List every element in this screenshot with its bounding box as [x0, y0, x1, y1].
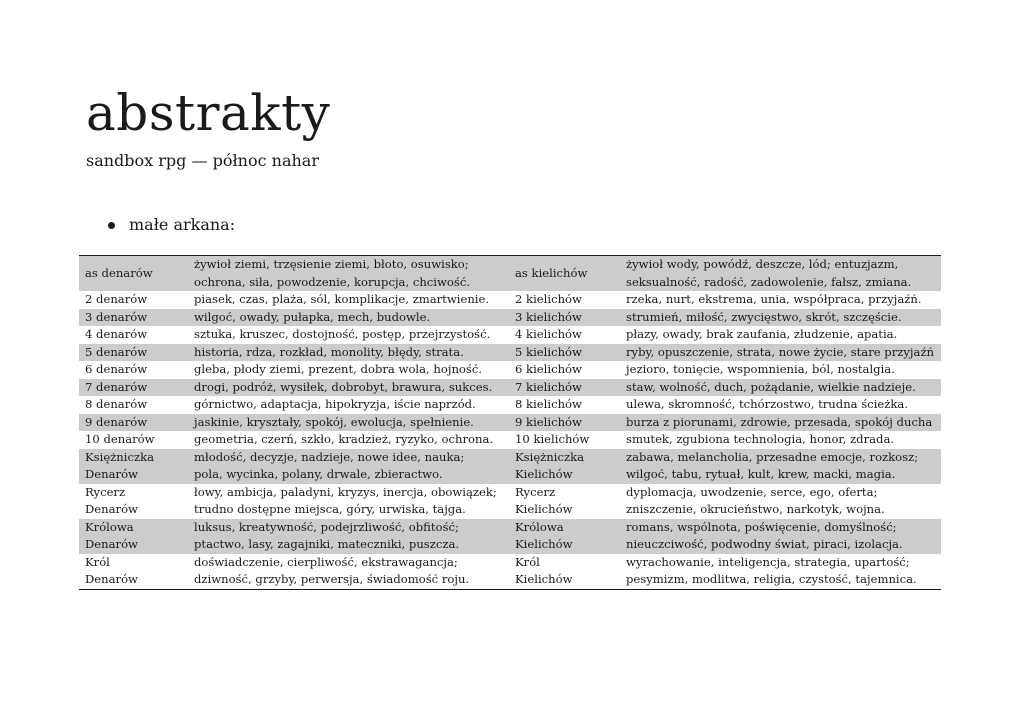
- cell-line: nieuczciwość, podwodny świat, piraci, izolacja.: [626, 537, 903, 551]
- kielich-card-name: [509, 554, 620, 590]
- denary-card-name: [79, 519, 188, 554]
- cell-line: ptactwo, lasy, zagajniki, mateczniki, puszcza.: [194, 537, 460, 551]
- cell-line: luksus, kreatywność, podejrzliwość, obfitość;: [194, 519, 459, 534]
- kielich-card-meanings: [620, 484, 941, 519]
- table-row: [79, 256, 941, 292]
- kielich-card-name: 9 kielichów: [509, 414, 620, 432]
- kielich-card-meanings: [620, 309, 941, 327]
- table-row: [79, 396, 941, 414]
- kielich-card-name: 2 kielichów: [515, 292, 582, 306]
- cell-line: Rycerz: [515, 484, 556, 499]
- kielich-card-name: 4 kielichów: [515, 327, 582, 341]
- cell-line: Kielichów: [515, 537, 573, 551]
- cell-line: wilgoć, owady, pułapka, mech, budowle.: [194, 309, 431, 324]
- cell-line: młodość, decyzje, nadzieje, nowe idee, nauka;: [194, 449, 465, 464]
- table-row: [79, 484, 941, 519]
- cell-line: Denarów: [85, 467, 138, 481]
- cell-line: strumień, miłość, zwycięstwo, skrót, szczęście.: [626, 309, 902, 324]
- table-row: [79, 431, 941, 449]
- cell-line: Księżniczka: [515, 449, 585, 464]
- cell-line: piasek, czas, plaża, sól, komplikacje, zmartwienie.: [194, 292, 490, 306]
- denary-card-meanings: [188, 484, 509, 519]
- cell-line: sztuka, kruszec, dostojność, postęp, przejrzystość.: [194, 327, 491, 341]
- table-row: [79, 309, 941, 327]
- cell-line: Kielichów: [515, 467, 573, 481]
- kielich-card-name: 10 kielichów: [515, 432, 590, 446]
- cell-line: pola, wycinka, polany, drwale, zbieractwo.: [194, 467, 443, 481]
- arcana-table-body: [79, 256, 941, 590]
- kielich-card-meanings: [620, 361, 941, 379]
- denary-card-name: 8 denarów: [85, 397, 148, 411]
- table-row: [79, 326, 941, 344]
- cell-line: gleba, płody ziemi, prezent, dobra wola, hojność.: [194, 362, 483, 376]
- page-title: abstrakty: [86, 84, 331, 142]
- table-row: [79, 344, 941, 362]
- bullet-label: małe arkana:: [129, 215, 236, 234]
- cell-line: Księżniczka: [85, 449, 155, 464]
- cell-line: seksualność, radość, zadowolenie, fałsz, zmiana.: [626, 274, 912, 289]
- kielich-card-name: 6 kielichów: [515, 362, 582, 376]
- table-row: [79, 449, 941, 484]
- denary-card-meanings: [188, 291, 509, 309]
- cell-line: Król: [515, 554, 540, 569]
- denary-card-name: 4 denarów: [85, 327, 148, 341]
- cell-line: Królowa: [85, 519, 134, 534]
- denary-card-name: 9 denarów: [79, 414, 188, 432]
- table-row: [79, 361, 941, 379]
- cell-line: Denarów: [85, 502, 138, 516]
- cell-line: dyplomacja, uwodzenie, serce, ego, oferta;: [626, 484, 878, 499]
- kielich-card-name: [509, 484, 620, 519]
- cell-line: historia, rdza, rozkład, monolity, błędy, strata.: [194, 344, 464, 359]
- denary-card-meanings: [188, 309, 509, 327]
- bullet-icon: [108, 222, 115, 229]
- kielich-card-name: 3 kielichów: [509, 309, 620, 327]
- cell-line: ochrona, siła, powodzenie, korupcja, chciwość.: [194, 274, 471, 289]
- kielich-card-meanings: [620, 396, 941, 414]
- denary-card-name: 2 denarów: [85, 292, 148, 306]
- table-row: [79, 414, 941, 432]
- kielich-card-meanings: [620, 344, 941, 362]
- kielich-card-name: as kielichów: [509, 256, 620, 292]
- cell-line: żywioł ziemi, trzęsienie ziemi, błoto, osuwisko;: [194, 257, 469, 271]
- kielich-card-name: [509, 449, 620, 484]
- table-row: [79, 291, 941, 309]
- cell-line: zabawa, melancholia, przesadne emocje, rozkosz;: [626, 449, 919, 464]
- denary-card-name: as denarów: [79, 256, 188, 292]
- cell-line: zniszczenie, okrucieństwo, narkotyk, wojna.: [626, 502, 885, 516]
- cell-line: staw, wolność, duch, pożądanie, wielkie nadzieje.: [626, 379, 916, 394]
- denary-card-meanings: [188, 256, 509, 292]
- denary-card-name: 10 denarów: [85, 432, 155, 446]
- denary-card-name: [79, 484, 188, 519]
- kielich-card-meanings: [620, 379, 941, 397]
- cell-line: Rycerz: [85, 484, 126, 499]
- cell-line: romans, wspólnota, poświęcenie, domyślność;: [626, 519, 897, 534]
- denary-card-name: 6 denarów: [85, 362, 148, 376]
- cell-line: Denarów: [85, 537, 138, 551]
- cell-line: Kielichów: [515, 572, 573, 586]
- denary-card-meanings: [188, 519, 509, 554]
- cell-line: geometria, czerń, szkło, kradzież, ryzyko, ochrona.: [194, 432, 494, 446]
- cell-line: trudno dostępne miejsca, góry, urwiska, tajga.: [194, 502, 466, 516]
- denary-card-meanings: [188, 326, 509, 344]
- kielich-card-meanings: [620, 431, 941, 449]
- cell-line: dziwność, grzyby, perwersja, świadomość roju.: [194, 572, 470, 586]
- arcana-table: [79, 255, 941, 590]
- denary-card-name: 3 denarów: [79, 309, 188, 327]
- cell-line: jezioro, tonięcie, wspomnienia, ból, nostalgia.: [626, 362, 895, 376]
- cell-line: rzeka, nurt, ekstrema, unia, współpraca, przyjaźń.: [626, 292, 922, 306]
- denary-card-meanings: [188, 554, 509, 590]
- cell-line: pesymizm, modlitwa, religia, czystość, tajemnica.: [626, 572, 917, 586]
- cell-line: ryby, opuszczenie, strata, nowe życie, stare przyjaźń: [626, 344, 935, 359]
- cell-line: jaskinie, kryształy, spokój, ewolucja, spełnienie.: [194, 414, 474, 429]
- kielich-card-name: [509, 519, 620, 554]
- denary-card-meanings: [188, 361, 509, 379]
- cell-line: burza z piorunami, zdrowie, przesada, spokój ducha: [626, 414, 933, 429]
- denary-card-meanings: [188, 414, 509, 432]
- kielich-card-meanings: [620, 519, 941, 554]
- cell-line: ulewa, skromność, tchórzostwo, trudna ścieżka.: [626, 397, 909, 411]
- cell-line: płazy, owady, brak zaufania, złudzenie, apatia.: [626, 327, 898, 341]
- cell-line: Królowa: [515, 519, 564, 534]
- kielich-card-meanings: [620, 291, 941, 309]
- page-subtitle: sandbox rpg — północ nahar: [86, 151, 319, 170]
- denary-card-name: 7 denarów: [79, 379, 188, 397]
- denary-card-name: 5 denarów: [79, 344, 188, 362]
- denary-card-meanings: [188, 379, 509, 397]
- denary-card-meanings: [188, 396, 509, 414]
- table-row: [79, 379, 941, 397]
- bullet-item: [108, 217, 235, 233]
- cell-line: żywioł wody, powódź, deszcze, lód; entuzjazm,: [626, 257, 899, 271]
- kielich-card-name: 8 kielichów: [515, 397, 582, 411]
- denary-card-meanings: [188, 431, 509, 449]
- table-row: [79, 554, 941, 590]
- denary-card-name: [79, 449, 188, 484]
- denary-card-name: [79, 554, 188, 590]
- kielich-card-meanings: [620, 554, 941, 590]
- kielich-card-meanings: [620, 256, 941, 292]
- denary-card-meanings: [188, 344, 509, 362]
- cell-line: łowy, ambicja, paladyni, kryzys, inercja, obowiązek;: [194, 484, 497, 499]
- cell-line: doświadczenie, cierpliwość, ekstrawagancja;: [194, 554, 458, 569]
- cell-line: drogi, podróż, wysiłek, dobrobyt, brawura, sukces.: [194, 379, 493, 394]
- kielich-card-meanings: [620, 414, 941, 432]
- table-row: [79, 519, 941, 554]
- cell-line: wilgoć, tabu, rytuał, kult, krew, macki, magia.: [626, 467, 896, 481]
- kielich-card-meanings: [620, 449, 941, 484]
- cell-line: Król: [85, 554, 110, 569]
- cell-line: Kielichów: [515, 502, 573, 516]
- kielich-card-name: 7 kielichów: [509, 379, 620, 397]
- denary-card-meanings: [188, 449, 509, 484]
- kielich-card-name: 5 kielichów: [509, 344, 620, 362]
- kielich-card-meanings: [620, 326, 941, 344]
- cell-line: górnictwo, adaptacja, hipokryzja, iście naprzód.: [194, 397, 476, 411]
- cell-line: smutek, zgubiona technologia, honor, zdrada.: [626, 432, 895, 446]
- cell-line: wyrachowanie, inteligencja, strategia, upartość;: [626, 554, 910, 569]
- cell-line: Denarów: [85, 572, 138, 586]
